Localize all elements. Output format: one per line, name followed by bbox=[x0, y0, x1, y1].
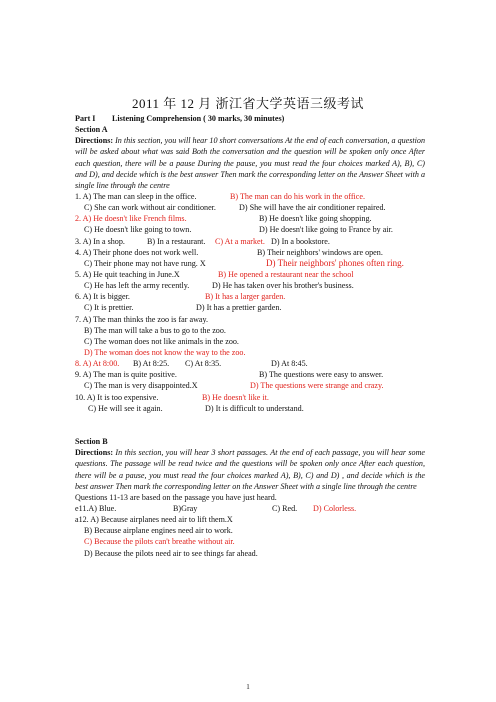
question-7-option-c: C) The woman does not like animals in the zoo. bbox=[84, 336, 239, 346]
answer-highlight: B) He doesn't like it. bbox=[202, 392, 269, 402]
question-7-option-b: B) The man will take a bus to go to the zoo. bbox=[84, 325, 226, 335]
section-a-heading: Section A bbox=[75, 125, 108, 135]
question-10-row-2: C) He will see it again. D) It is difficult to understand. bbox=[88, 403, 304, 413]
page-number: 1 bbox=[246, 683, 250, 691]
question-1-row-2: C) She can work without air conditioner. D) She will have the air conditioner repaired. bbox=[84, 203, 386, 213]
section-b-heading: Section B bbox=[75, 437, 108, 447]
question-10-row-1: 10. A) It is too expensive. B) He doesn't like it. bbox=[75, 392, 269, 402]
answer-highlight: D) Colorless. bbox=[313, 504, 357, 514]
question-7-option-a: 7. A) The man thinks the zoo is far away. bbox=[75, 314, 209, 324]
question-1-row-1: 1. A) The man can sleep in the office. B) The man can do his work in the office. bbox=[75, 192, 366, 202]
document-body bbox=[75, 113, 425, 559]
answer-highlight: D) The questions were strange and crazy. bbox=[250, 381, 384, 391]
question-3-row: 3. A) In a shop. B) In a restaurant. C) At a market. D) In a bookstore. bbox=[75, 236, 330, 246]
question-12-option-a: a12. A) Because airplanes need air to lift them.X bbox=[75, 515, 233, 525]
question-8-row: 8. A) At 8:00. B) At 8:25. C) At 8:35. D) At 8:45. bbox=[75, 359, 308, 369]
question-9-row-1: 9. A) The man is quite positive. B) The questions were easy to answer. bbox=[75, 370, 384, 380]
exam-title: 2011 年 12 月 浙江省大学英语三级考试 bbox=[131, 96, 365, 111]
question-4-row-2: C) Their phone may not have rung. X D) Their neighbors' phones often ring. bbox=[84, 257, 404, 268]
section-b-directions: Directions: In this section, you will hear 3 short passages. At the end of each passage, you will hear some questions. The passage will be read twice and the questions will be spoken only once After each question, there will be a pause, you must read the four choices marked A), B), C) and D) , and decide which is the best answer Then mark the corresponding letter on the Answer Sheet with a single line through the centre bbox=[75, 448, 426, 491]
question-12-option-b: B) Because airplane engines need air to work. bbox=[84, 526, 233, 536]
section-a-directions: Directions: In this section, you will hear 10 short conversations At the end of each conversation, a question will be asked about what was said Both the conversation and the question will be spoken only once After each question, there will be a pause During the pause, you must read the four choices marked A), B), C) and D), and decide which is the best answer Then mark the corresponding letter on the Answer Sheet with a single line through the centre bbox=[75, 136, 425, 190]
question-7-option-d: D) The woman does not know the way to the zoo. bbox=[84, 348, 246, 358]
question-12-option-d: D) Because the pilots need air to see things far ahead. bbox=[84, 548, 258, 558]
question-2-row-2: C) He doesn't like going to town. D) He doesn't like going to France by air. bbox=[84, 225, 393, 235]
passage-intro: Questions 11-13 are based on the passage you have just heard. bbox=[75, 492, 277, 502]
answer-highlight: D) Their neighbors' phones often ring. bbox=[266, 257, 404, 268]
answer-highlight: B) It has a larger garden. bbox=[205, 292, 286, 302]
question-6-row-2: C) It is prettier. D) It has a prettier garden. bbox=[84, 303, 282, 313]
question-11-row: e11.A) Blue. B)Gray C) Red. D) Colorless. bbox=[75, 504, 357, 514]
answer-highlight: B) The man can do his work in the office. bbox=[230, 192, 366, 202]
question-9-row-2: C) The man is very disappointed.X D) The questions were strange and crazy. bbox=[84, 381, 384, 391]
question-6-row-1: 6. A) It is bigger. B) It has a larger garden. bbox=[75, 292, 286, 302]
answer-highlight: B) He opened a restaurant near the school bbox=[218, 270, 354, 280]
question-5-row-2: C) He has left the army recently. D) He has taken over his brother's business. bbox=[84, 281, 354, 291]
question-2-row-1: 2. A) He doesn't like French films. B) He doesn't like going shopping. bbox=[75, 214, 372, 224]
answer-highlight: 2. A) He doesn't like French films. bbox=[75, 214, 187, 224]
answer-highlight: 8. A) At 8:00. bbox=[75, 359, 120, 369]
question-5-row-1: 5. A) He quit teaching in June.X B) He opened a restaurant near the school bbox=[75, 270, 354, 280]
part-heading: Part I Listening Comprehension ( 30 marks, 30 minutes) bbox=[75, 114, 285, 123]
question-4-row-1: 4. A) Their phone does not work well. B) Their neighbors' windows are open. bbox=[75, 247, 383, 257]
answer-highlight: C) At a market. bbox=[215, 236, 265, 246]
question-12-option-c: C) Because the pilots can't breathe without air. bbox=[84, 537, 235, 547]
